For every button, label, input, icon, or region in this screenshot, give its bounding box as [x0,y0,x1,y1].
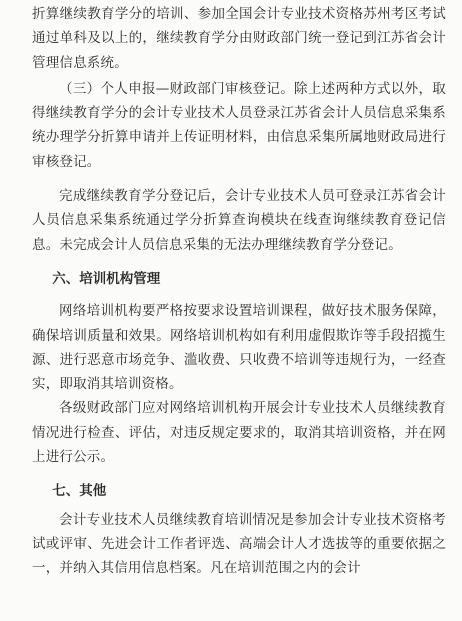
section-heading-training-management: 六、培训机构管理 [52,270,161,287]
paragraph-training-credit-use: 会计专业技术人员继续教育培训情况是参加会计专业技术资格考试或评审、先进会计工作者评选、高端会计人才选拔等的重要依据之一，并纳入其信用信息档案。凡在培训范围之内的会计 [32,511,446,577]
paragraph-network-training-requirements: 网络培训机构要严格按要求设置培训课程，做好技术服务保障，确保培训质量和效果。网络培训机构如有利用虚假欺诈等手段招揽生源、进行恶意市场竞争、滥收费、只收费不培训等违规行为，一经查实，即取消其培训资格。 [32,303,446,393]
paragraph-personal-declaration: （三）个人申报—财政部门审核登记。除上述两种方式以外，取得继续教育学分的会计专业技术人员登录江苏省会计人员信息采集系统办理学分折算申请并上传证明材料，由信息采集所属地财政局进行审核登记。 [32,80,446,170]
section-heading-other: 七、其他 [52,483,107,500]
paragraph-inspection-evaluation: 各级财政部门应对网络培训机构开展会计专业技术人员继续教育情况进行检查、评估，对违反规定要求的，取消其培训资格，并在网上进行公示。 [32,400,446,466]
paragraph-online-query: 完成继续教育学分登记后，会计专业技术人员可登录江苏省会计人员信息采集系统通过学分折算查询模块在线查询继续教育登记信息。未完成会计人员信息采集的无法办理继续教育学分登记。 [32,188,446,253]
paragraph-credit-registration: 折算继续教育学分的培训、参加全国会计专业技术资格苏州考区考试通过单科及以上的，继续教育学分由财政部门统一登记到江苏省会计管理信息系统。 [32,6,446,71]
